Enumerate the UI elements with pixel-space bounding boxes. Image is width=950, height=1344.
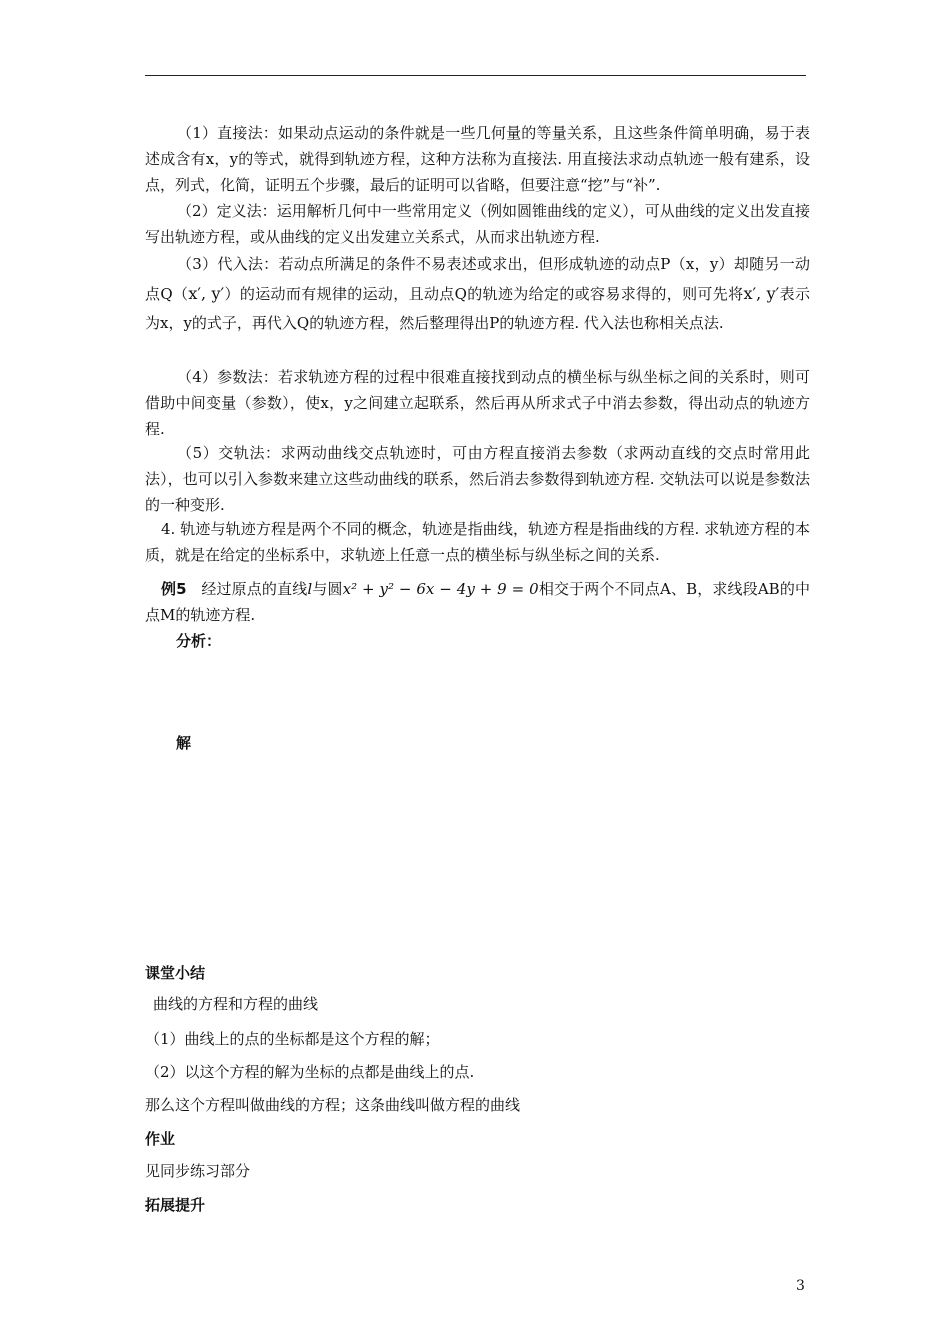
method-substitution-b: ）的运动而有规律的运动，且动点Q的轨迹为给定的或容易求得的，则可先将 xyxy=(224,285,744,303)
summary-line-2: （1）曲线上的点的坐标都是这个方程的解； xyxy=(145,1030,440,1048)
summary-line-3: （2）以这个方程的解为坐标的点都是曲线上的点. xyxy=(145,1063,475,1081)
example-text-b: 与圆 xyxy=(312,580,343,598)
point-4: 4. 轨迹与轨迹方程是两个不同的概念，轨迹是指曲线，轨迹方程是指曲线的方程. 求轨迹方程的本质，就是在给定的坐标系中，求轨迹上任意一点的横坐标与纵坐标之间的关系. xyxy=(145,520,810,564)
page-number: 3 xyxy=(796,1278,805,1294)
homework-heading: 作业 xyxy=(145,1130,176,1148)
method-parameter: （4）参数法：若求轨迹方程的过程中很难直接找到动点的横坐标与纵坐标之间的关系时，则可借助中间变量（参数），使x，y之间建立起联系，然后再从所求式子中消去参数，得出动点的轨迹方程. xyxy=(145,368,810,438)
extension-heading: 拓展提升 xyxy=(145,1196,206,1214)
solution-label: 解 xyxy=(176,734,192,752)
header-rule xyxy=(145,75,806,76)
method-substitution xyxy=(145,250,810,338)
example-text-a: 经过原点的直线 xyxy=(201,580,308,598)
method-substitution-q: x′, y′ xyxy=(188,284,225,303)
example-5 xyxy=(145,576,810,628)
summary-heading: 课堂小结 xyxy=(145,964,206,982)
method-definition: （2）定义法：运用解析几何中一些常用定义（例如圆锥曲线的定义），可从曲线的定义出发直接写出轨迹方程，或从曲线的定义出发建立关系式，从而求出轨迹方程. xyxy=(145,202,810,246)
method-substitution-vars: x′, y′ xyxy=(743,284,780,303)
analysis-label: 分析： xyxy=(176,632,222,650)
method-direct: （1）直接法：如果动点运动的条件就是一些几何量的等量关系，且这些条件简单明确，易于表述成含有x，y的等式，就得到轨迹方程，这种方法称为直接法. 用直接法求动点轨迹一般有建系，设点，列式，化简，证明五个步骤，最后的证明可以省略，但要注意“挖”与“补”. xyxy=(145,124,810,194)
method-substitution-a: （3）代入法：若动点所满足的条件不易表述或求出，但形成轨迹的动点P（x，y）却随另一动点Q（ xyxy=(145,255,810,303)
summary-line-1: 曲线的方程和方程的曲线 xyxy=(153,995,319,1013)
example-line-l: l xyxy=(307,580,313,598)
method-substitution-d: 表示为x，y的式子，再代入Q的轨迹方程，然后整理得出P的轨迹方程. 代入法也称相关点法. xyxy=(145,285,810,332)
summary-line-4: 那么这个方程叫做曲线的方程；这条曲线叫做方程的曲线 xyxy=(145,1096,521,1114)
homework-text: 见同步练习部分 xyxy=(145,1162,251,1180)
example-label: 例5 xyxy=(161,580,187,598)
method-intersection: （5）交轨法：求两动曲线交点轨迹时，可由方程直接消去参数（求两动直线的交点时常用此法），也可以引入参数来建立这些动曲线的联系，然后消去参数得到轨迹方程. 交轨法可以说是参数法的一种变形. xyxy=(145,444,810,514)
example-equation: x² + y² − 6x − 4y + 9 = 0 xyxy=(342,580,539,598)
example-text-c: 相交于两个不同点A、B，求线段AB的中点M的轨迹方程. xyxy=(145,580,810,624)
